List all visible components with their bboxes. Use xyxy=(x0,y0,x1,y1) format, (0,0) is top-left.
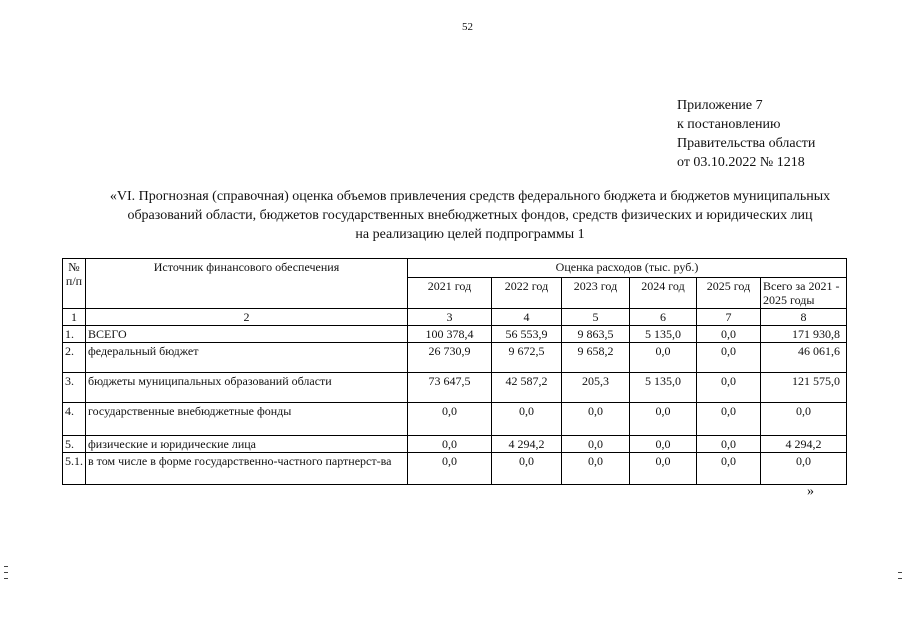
value-cell: 5 135,0 xyxy=(630,326,697,343)
row-source: физические и юридические лица xyxy=(86,436,408,453)
total-cell: 0,0 xyxy=(761,453,847,485)
title-line: «VI. Прогнозная (справочная) оценка объемов привлечения средств федерального бюджета и бюджетов муниципальных xyxy=(109,189,831,204)
value-cell: 0,0 xyxy=(697,326,761,343)
document-title xyxy=(60,187,880,244)
value-cell: 0,0 xyxy=(492,403,562,436)
closing-quote: » xyxy=(807,484,814,499)
index-cell: 7 xyxy=(697,309,761,326)
scan-mark xyxy=(898,572,902,573)
header-year: 2022 год xyxy=(492,278,562,309)
header-year: 2021 год xyxy=(408,278,492,309)
table-row xyxy=(63,453,847,485)
row-num: 1. xyxy=(63,326,86,343)
table-row xyxy=(63,403,847,436)
value-cell: 0,0 xyxy=(408,436,492,453)
row-num: 5. xyxy=(63,436,86,453)
value-cell: 0,0 xyxy=(630,453,697,485)
value-cell: 4 294,2 xyxy=(492,436,562,453)
value-cell: 26 730,9 xyxy=(408,343,492,373)
value-cell: 0,0 xyxy=(697,343,761,373)
value-cell: 0,0 xyxy=(630,403,697,436)
value-cell: 56 553,9 xyxy=(492,326,562,343)
table-row xyxy=(63,343,847,373)
scan-mark xyxy=(898,578,902,579)
value-cell: 0,0 xyxy=(697,373,761,403)
title-line: образований области, бюджетов государственных внебюджетных фондов, средств физических и юридических лиц xyxy=(127,208,813,223)
index-row xyxy=(63,309,847,326)
row-num: 5.1. xyxy=(63,453,86,485)
value-cell: 9 658,2 xyxy=(562,343,630,373)
value-cell: 0,0 xyxy=(630,436,697,453)
row-source: ВСЕГО xyxy=(86,326,408,343)
header-year: 2024 год xyxy=(630,278,697,309)
index-cell: 8 xyxy=(761,309,847,326)
index-cell: 2 xyxy=(86,309,408,326)
table-row xyxy=(63,373,847,403)
value-cell: 0,0 xyxy=(562,453,630,485)
value-cell: 0,0 xyxy=(562,403,630,436)
row-source: государственные внебюджетные фонды xyxy=(86,403,408,436)
value-cell: 0,0 xyxy=(408,403,492,436)
title-line: на реализацию целей подпрограммы 1 xyxy=(355,227,585,242)
index-cell: 4 xyxy=(492,309,562,326)
total-cell: 0,0 xyxy=(761,403,847,436)
funding-table xyxy=(62,258,847,485)
total-cell: 4 294,2 xyxy=(761,436,847,453)
header-source: Источник финансового обеспечения xyxy=(86,259,408,309)
value-cell: 0,0 xyxy=(697,453,761,485)
appendix-line: к постановлению xyxy=(677,117,781,132)
value-cell: 9 863,5 xyxy=(562,326,630,343)
total-cell: 121 575,0 xyxy=(761,373,847,403)
scan-mark xyxy=(4,578,8,579)
row-source: федеральный бюджет xyxy=(86,343,408,373)
value-cell: 0,0 xyxy=(697,436,761,453)
value-cell: 0,0 xyxy=(562,436,630,453)
index-cell: 6 xyxy=(630,309,697,326)
header-year: 2023 год xyxy=(562,278,630,309)
header-num: № п/п xyxy=(63,259,86,309)
value-cell: 0,0 xyxy=(492,453,562,485)
row-num: 4. xyxy=(63,403,86,436)
row-num: 3. xyxy=(63,373,86,403)
header-estimate: Оценка расходов (тыс. руб.) xyxy=(408,259,847,278)
page-number: 52 xyxy=(462,21,473,33)
value-cell: 205,3 xyxy=(562,373,630,403)
index-cell: 1 xyxy=(63,309,86,326)
appendix-line: Правительства области xyxy=(677,136,816,151)
index-cell: 5 xyxy=(562,309,630,326)
table-row xyxy=(63,436,847,453)
appendix-line: Приложение 7 xyxy=(677,98,763,113)
header-total: Всего за 2021 - 2025 годы xyxy=(761,278,847,309)
row-num: 2. xyxy=(63,343,86,373)
appendix-line: от 03.10.2022 № 1218 xyxy=(677,155,805,170)
row-source: в том числе в форме государственно-частного партнерст-ва xyxy=(86,453,408,485)
value-cell: 5 135,0 xyxy=(630,373,697,403)
index-cell: 3 xyxy=(408,309,492,326)
value-cell: 0,0 xyxy=(630,343,697,373)
scan-mark xyxy=(4,572,8,573)
value-cell: 0,0 xyxy=(697,403,761,436)
total-cell: 171 930,8 xyxy=(761,326,847,343)
value-cell: 0,0 xyxy=(408,453,492,485)
row-source: бюджеты муниципальных образований области xyxy=(86,373,408,403)
value-cell: 73 647,5 xyxy=(408,373,492,403)
header-year: 2025 год xyxy=(697,278,761,309)
table-row xyxy=(63,326,847,343)
value-cell: 100 378,4 xyxy=(408,326,492,343)
total-cell: 46 061,6 xyxy=(761,343,847,373)
value-cell: 42 587,2 xyxy=(492,373,562,403)
scan-mark xyxy=(4,566,8,567)
appendix-block xyxy=(677,96,815,172)
value-cell: 9 672,5 xyxy=(492,343,562,373)
